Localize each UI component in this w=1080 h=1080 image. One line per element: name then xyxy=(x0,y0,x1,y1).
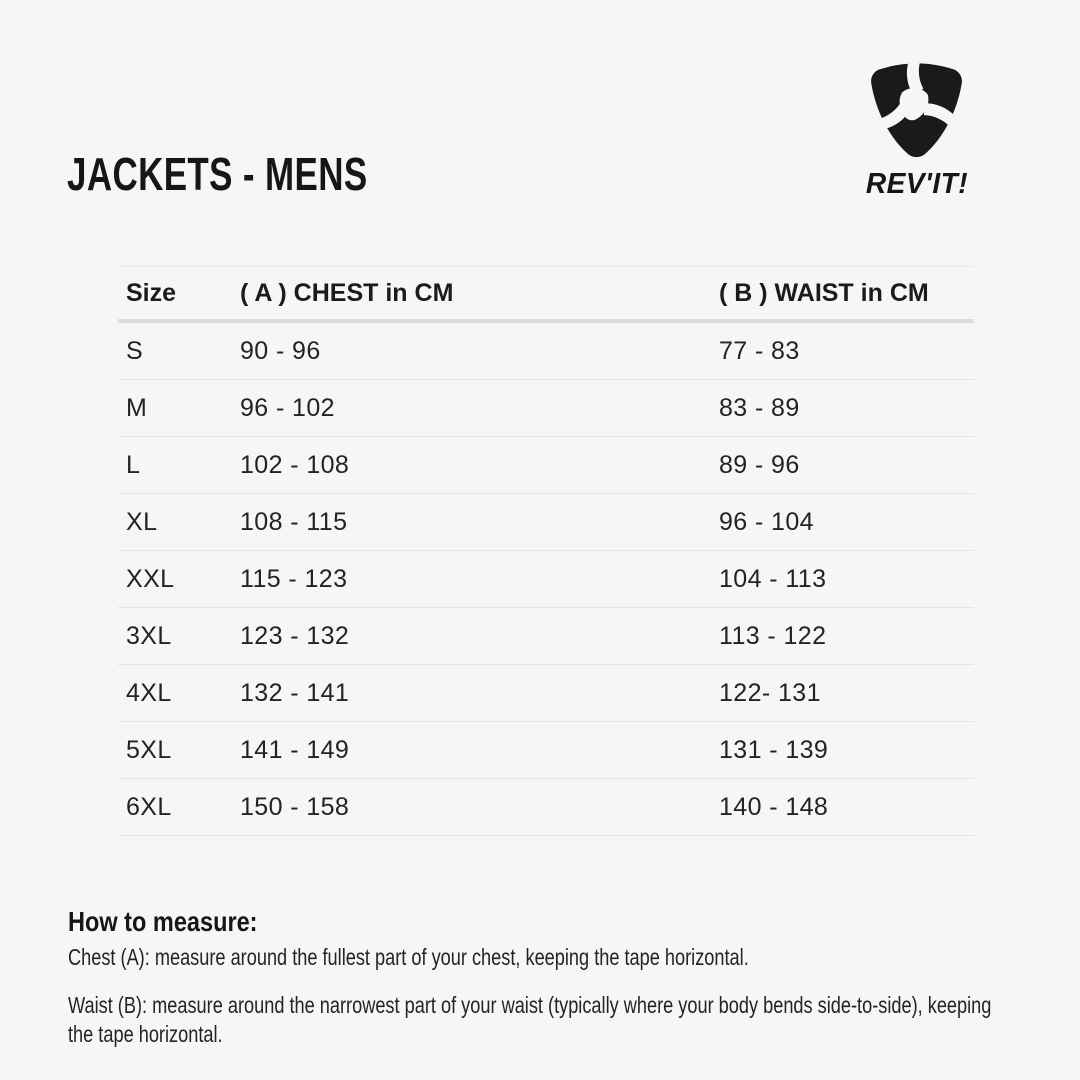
cell-waist: 83 - 89 xyxy=(719,393,800,422)
page-title: JACKETS - MENS xyxy=(67,148,368,200)
size-table-header xyxy=(118,266,974,323)
cell-size: 6XL xyxy=(126,792,172,821)
cell-size: XL xyxy=(126,507,158,536)
cell-chest: 108 - 115 xyxy=(240,507,348,536)
cell-waist: 113 - 122 xyxy=(719,621,827,650)
brand-wordmark: REV'IT! xyxy=(865,168,969,200)
column-header-size: Size xyxy=(126,278,177,307)
cell-chest: 102 - 108 xyxy=(240,450,350,479)
revit-shield-icon xyxy=(858,53,976,167)
table-row xyxy=(118,494,974,551)
table-row xyxy=(118,665,974,722)
table-row xyxy=(118,437,974,494)
table-row xyxy=(118,551,974,608)
cell-waist: 77 - 83 xyxy=(719,336,800,365)
cell-chest: 150 - 158 xyxy=(240,792,350,821)
cell-size: L xyxy=(126,450,141,479)
cell-size: 5XL xyxy=(126,735,172,764)
cell-waist: 104 - 113 xyxy=(719,564,827,593)
table-row xyxy=(118,722,974,779)
cell-chest: 90 - 96 xyxy=(240,336,321,365)
cell-chest: 96 - 102 xyxy=(240,393,335,422)
cell-chest: 132 - 141 xyxy=(240,678,350,707)
cell-waist: 89 - 96 xyxy=(719,450,800,479)
cell-chest: 141 - 149 xyxy=(240,735,350,764)
cell-size: M xyxy=(126,393,148,422)
cell-waist: 140 - 148 xyxy=(719,792,829,821)
waist-instruction xyxy=(68,991,991,1049)
table-row xyxy=(118,380,974,437)
column-header-waist: ( B ) WAIST in CM xyxy=(719,278,929,307)
chest-instruction: Chest (A): measure around the fullest part of your chest, keeping the tape horizontal. xyxy=(68,944,749,970)
cell-chest: 115 - 123 xyxy=(240,564,348,593)
how-to-measure-heading: How to measure: xyxy=(68,906,258,937)
cell-size: S xyxy=(126,336,144,365)
brand-logo xyxy=(843,53,991,201)
table-row xyxy=(118,323,974,380)
cell-chest: 123 - 132 xyxy=(240,621,350,650)
cell-waist: 96 - 104 xyxy=(719,507,814,536)
waist-instruction-line-2: the tape horizontal. xyxy=(68,1021,223,1047)
waist-instruction-line-1: Waist (B): measure around the narrowest part of your waist (typically where your body bends side-to-side), keeping xyxy=(68,992,992,1018)
cell-size: 4XL xyxy=(126,678,172,707)
cell-size: XXL xyxy=(126,564,175,593)
size-table xyxy=(118,266,974,836)
cell-waist: 131 - 139 xyxy=(719,735,829,764)
table-row xyxy=(118,779,974,836)
cell-size: 3XL xyxy=(126,621,172,650)
cell-waist: 122- 131 xyxy=(719,678,821,707)
column-header-chest: ( A ) CHEST in CM xyxy=(240,278,454,307)
table-row xyxy=(118,608,974,665)
